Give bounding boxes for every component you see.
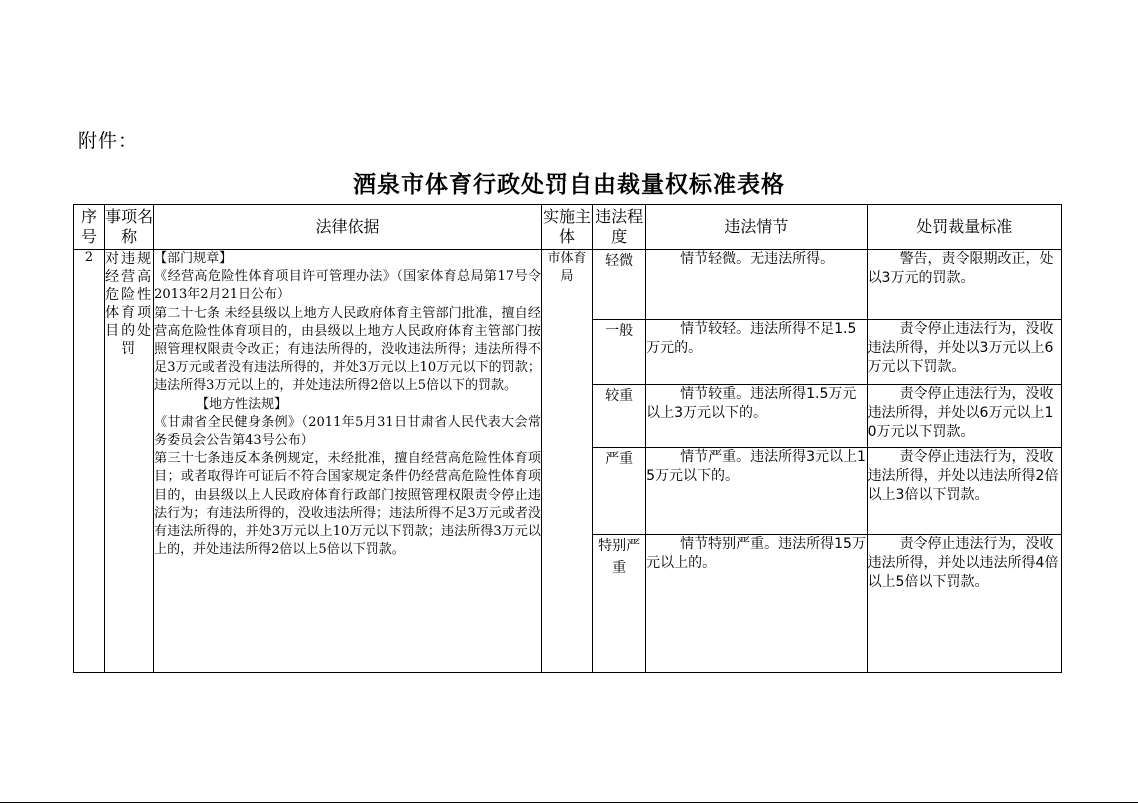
header-standard: 处罚裁量标准 — [867, 205, 1061, 250]
row-number: 2 — [74, 250, 105, 673]
header-item: 事项名称 — [105, 205, 154, 250]
attachment-label: 附件： — [78, 130, 139, 152]
header-law: 法律依据 — [154, 205, 542, 250]
degree-level-5: 特别严重 — [593, 535, 646, 673]
degree-level-2: 一般 — [593, 320, 646, 385]
table-row — [74, 250, 1062, 320]
legal-basis — [154, 250, 542, 673]
implementing-body: 市体育局 — [541, 250, 592, 673]
law-local-title: 《甘肃省全民健身条例》（2011年5月31日甘肃省人民代表大会常务委员会公告第43号公布） — [154, 414, 541, 449]
law-heading-local: 【地方性法规】 — [196, 396, 288, 412]
circumstance-level-3: 情节较重。违法所得1.5万元以上3万元以下的。 — [646, 385, 867, 448]
degree-level-1: 轻微 — [593, 250, 646, 320]
page-bottom-rule — [0, 802, 1138, 803]
header-degree: 违法程度 — [593, 205, 646, 250]
standard-level-4: 责令停止违法行为，没收违法所得，并处以违法所得2倍以上3倍以下罚款。 — [867, 448, 1061, 535]
penalty-standard-table — [73, 204, 1062, 673]
law-local-article: 第三十七条违反本条例规定，未经批准，擅自经营高危险性体育项目；或者取得许可证后不符合国家规定条件仍经营高危险性体育项目的，由县级以上人民政府体育行政部门按照管理权限责令停止违法行为；有违法所得的，没收违法所得；违法所得不足3万元或者没有违法所得的，并处3万元以上10万元以下罚款；违法所得3万元以上的，并处违法所得2倍以上5倍以下罚款。 — [154, 451, 541, 558]
header-body: 实施主体 — [541, 205, 592, 250]
header-circumstance: 违法情节 — [646, 205, 867, 250]
standard-level-1: 警告，责令限期改正，处以3万元的罚款。 — [867, 250, 1061, 320]
document-title: 酒泉市体育行政处罚自由裁量权标准表格 — [353, 171, 785, 198]
degree-level-3: 较重 — [593, 385, 646, 448]
header-no: 序号 — [74, 205, 105, 250]
standard-level-2: 责令停止违法行为，没收违法所得，并处以3万元以上6万元以下罚款。 — [867, 320, 1061, 385]
circumstance-level-5: 情节特别严重。违法所得15万元以上的。 — [646, 535, 867, 673]
table-header-row — [74, 205, 1062, 250]
item-name: 对违规经营高危险性体育项目的处罚 — [105, 250, 154, 673]
law-regulation-title: 《经营高危险性体育项目许可管理办法》（国家体育总局第17号令 2013年2月21日公布） — [154, 269, 541, 303]
law-heading-regulation: 【部门规章】 — [154, 251, 233, 266]
circumstance-level-2: 情节较轻。违法所得不足1.5万元的。 — [646, 320, 867, 385]
circumstance-level-4: 情节严重。违法所得3元以上15万元以下的。 — [646, 448, 867, 535]
standard-level-5: 责令停止违法行为，没收违法所得，并处以违法所得4倍以上5倍以下罚款。 — [867, 535, 1061, 673]
degree-level-4: 严重 — [593, 448, 646, 535]
circumstance-level-1: 情节轻微。无违法所得。 — [646, 250, 867, 320]
law-regulation-article: 第二十七条 未经县级以上地方人民政府体育主管部门批准，擅自经营高危险性体育项目的，由县级以上地方人民政府体育主管部门按照管理权限责令改正；有违法所得的，没收违法所得；违法所得不足3万元或者没有违法所得的，并处3万元以上10万元以下的罚款；违法所得3万元以上的，并处违法所得2倍以上5倍以下的罚款。 — [154, 305, 541, 394]
standard-level-3: 责令停止违法行为，没收违法所得，并处以6万元以上10万元以下罚款。 — [867, 385, 1061, 448]
